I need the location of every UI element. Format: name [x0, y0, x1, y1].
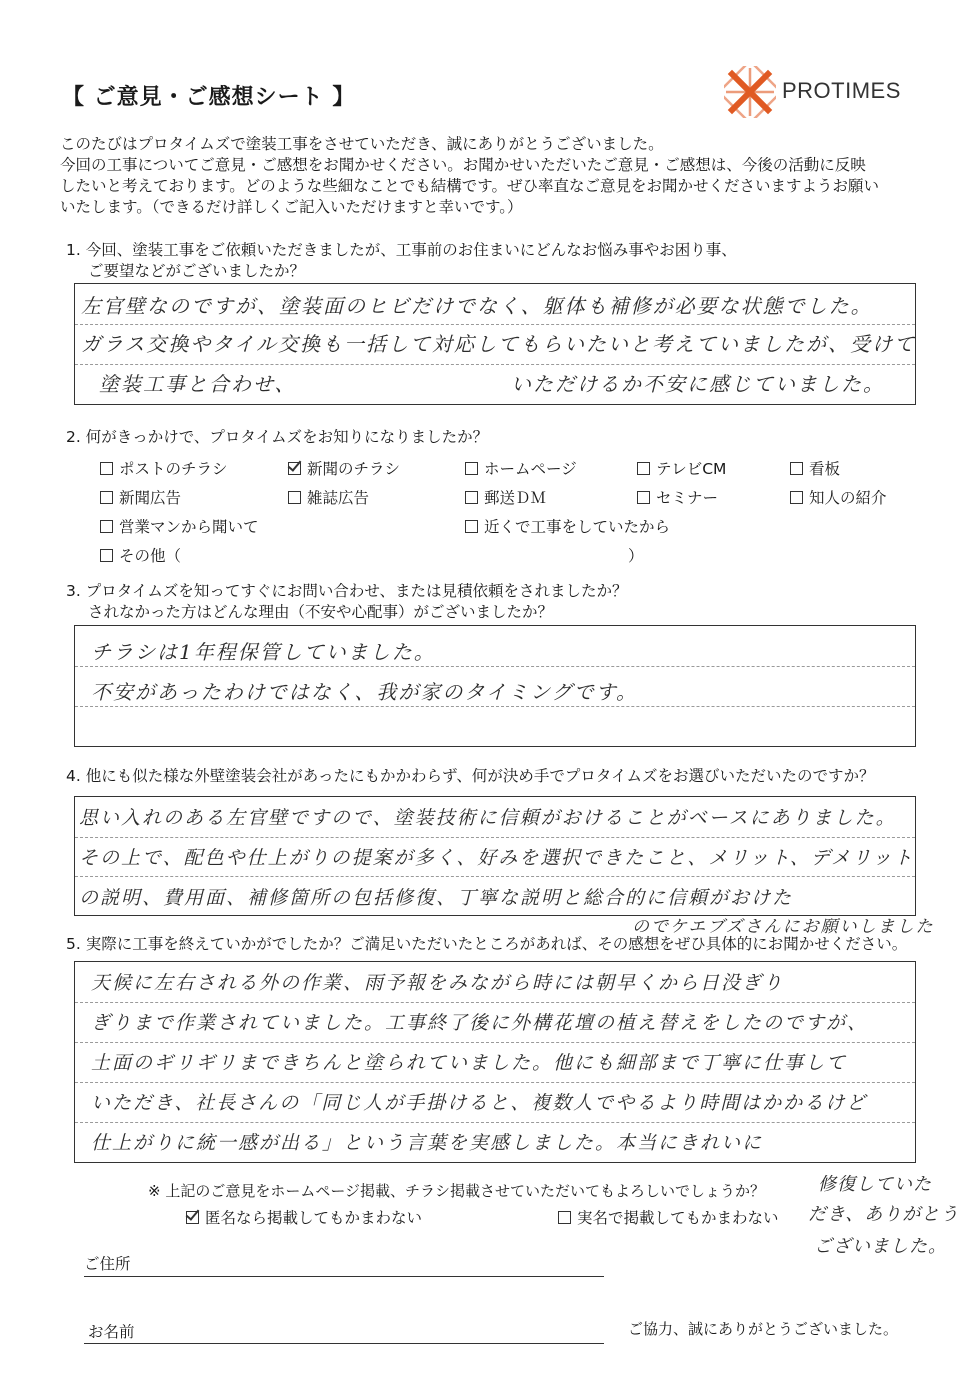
checkbox[interactable] — [637, 462, 650, 475]
option-tv-cm[interactable]: テレビCM — [637, 457, 726, 479]
question-3-line: 3. プロタイムズを知ってすぐにお問い合わせ、または見積依頼をされましたか？ — [66, 582, 628, 600]
answer-5-line: 土面のギリギリまできちんと塗られていました。他にも細部まで丁寧に仕事して — [91, 1052, 848, 1074]
checkbox[interactable] — [288, 491, 301, 504]
intro-line: したいと考えております。どのような些細なことでも結構です。ぜひ率直なご意見をお聞かせくださいますようお願い — [60, 177, 880, 195]
thanks-text: ご協力、誠にありがとうございました。 — [628, 1320, 899, 1338]
answer-4-line: 思い入れのある左官壁ですので、塗装技術に信頼がおけることがベースにありました。 — [79, 807, 897, 829]
address-field[interactable] — [84, 1276, 604, 1277]
answer-1-line: 塗装工事と合わせ、 — [99, 372, 297, 396]
answer-1-line: 左官壁なのですが、塗装面のヒビだけでなく、躯体も補修が必要な状態でした。 — [81, 294, 873, 318]
option-signboard[interactable]: 看板 — [790, 457, 840, 479]
answer-5-line: いただき、社長さんの「同じ人が手掛けると、複数人でやるより時間はかかるけど — [91, 1092, 868, 1114]
answer-5-line: 天候に左右される外の作業、雨予報をみながら時には朝早くから日没ぎり — [91, 972, 785, 994]
answer-4-overflow: のでケエブズさんにお願いしました — [632, 917, 935, 937]
answer-box-4[interactable] — [74, 796, 916, 916]
answer-3-line: 不安があったわけではなく、我が家のタイミングです。 — [91, 680, 638, 704]
checkbox[interactable] — [100, 520, 113, 533]
checkbox-checked[interactable] — [186, 1211, 199, 1224]
answer-5-line: ぎりまで作業されていました。工事終了後に外構花壇の植え替えをしたのですが、 — [91, 1012, 869, 1034]
option-direct-mail[interactable]: 郵送ＤＭ — [465, 486, 546, 508]
question-3-line: されなかった方はどんな理由（不安や心配事）がございましたか？ — [88, 603, 554, 621]
option-homepage[interactable]: ホームページ — [465, 457, 577, 479]
page-title: 【 ご意見・ご感想シート 】 — [62, 85, 356, 110]
question-5: 5. 実際に工事を終えていかがでしたか？ご満足いただいたところがあれば、その感想をぜひ具体的にお聞かせください。 — [66, 935, 908, 953]
intro-line: このたびはプロタイムズで塗装工事をさせていただき、誠にありがとうございました。 — [60, 135, 664, 153]
protimes-logo-icon — [724, 66, 776, 118]
checkbox[interactable] — [100, 549, 113, 562]
protimes-logo — [724, 66, 914, 122]
checkbox[interactable] — [790, 462, 803, 475]
answer-1-line: いただけるか不安に感じていました。 — [511, 372, 885, 396]
answer-4-line: その上で、配色や仕上がりの提案が多く、好みを選択できたこと、メリット、デメリット — [79, 847, 915, 869]
checkbox[interactable] — [637, 491, 650, 504]
name-field[interactable] — [84, 1343, 604, 1344]
answer-4-line: の説明、費用面、補修箇所の包括修復、丁寧な説明と総合的に信頼がおけた — [79, 887, 794, 909]
question-2: 2. 何がきっかけで、プロタイムズをお知りになりましたか？ — [66, 428, 489, 446]
question-1-line: 1. 今回、塗装工事をご依頼いただきましたが、工事前のお住まいにどんなお悩み事やお困り事、 — [66, 241, 737, 259]
option-magazine-ad[interactable]: 雑誌広告 — [288, 486, 369, 508]
consent-anonymous[interactable]: 匿名なら掲載してもかまわない — [186, 1206, 422, 1228]
option-nearby-work[interactable]: 近くで工事をしていたから — [465, 515, 670, 537]
answer-3-line: チラシは1年程保管していました。 — [91, 640, 436, 664]
checkbox[interactable] — [465, 520, 478, 533]
side-note-line: だき、ありがとう — [808, 1204, 960, 1225]
intro-text — [60, 134, 920, 218]
answer-box-5[interactable] — [74, 961, 916, 1163]
question-1 — [66, 240, 737, 282]
option-seminar[interactable]: セミナー — [637, 486, 718, 508]
intro-line: 今回の工事についてご意見・ご感想をお聞かせください。お聞かせいただいたご意見・ご感想は、今後の活動に反映 — [60, 156, 866, 174]
option-post-flyer[interactable]: ポストのチラシ — [100, 457, 228, 479]
option-referral[interactable]: 知人の紹介 — [790, 486, 887, 508]
answer-1-line: ガラス交換やタイル交換も一括して対応してもらいたいと考えていましたが、受けて — [81, 332, 916, 356]
intro-line: いたします。（できるだけ詳しくご記入いただけますと幸いです。） — [60, 198, 523, 216]
answer-5-line: 仕上がりに統一感が出る」という言葉を実感しました。本当にきれいに — [91, 1132, 764, 1154]
consent-question: ※ 上記のご意見をホームページ掲載、チラシ掲載させていただいてもよろしいでしょうか？ — [148, 1182, 766, 1200]
logo-wordmark: PROTIMES — [782, 78, 901, 103]
side-note-line: 修復していた — [818, 1174, 932, 1195]
checkbox[interactable] — [100, 491, 113, 504]
side-note-line: ございました。 — [814, 1236, 947, 1257]
question-3 — [66, 581, 627, 623]
option-newspaper-ad[interactable]: 新聞広告 — [100, 486, 181, 508]
checkbox[interactable] — [558, 1211, 571, 1224]
option-newspaper-flyer[interactable]: 新聞のチラシ — [288, 457, 400, 479]
checkbox[interactable] — [465, 462, 478, 475]
option-sales-rep[interactable]: 営業マンから聞いて — [100, 515, 259, 537]
question-4: 4. 他にも似た様な外壁塗装会社があったにもかかわらず、何が決め手でプロタイムズをお選びいただいたのですか？ — [66, 767, 875, 785]
answer-box-3[interactable] — [74, 625, 916, 747]
name-label: お名前 — [88, 1323, 135, 1341]
checkbox[interactable] — [790, 491, 803, 504]
address-label: ご住所 — [84, 1255, 131, 1273]
checkbox[interactable] — [465, 491, 478, 504]
option-other-close: ） — [628, 547, 644, 565]
checkbox-checked[interactable] — [288, 462, 301, 475]
checkbox[interactable] — [100, 462, 113, 475]
answer-box-1[interactable] — [74, 283, 916, 405]
consent-real-name[interactable]: 実名で掲載してもかまわない — [558, 1206, 779, 1228]
option-other[interactable]: その他（ — [100, 544, 181, 566]
question-1-line: ご要望などがございましたか？ — [88, 262, 306, 280]
